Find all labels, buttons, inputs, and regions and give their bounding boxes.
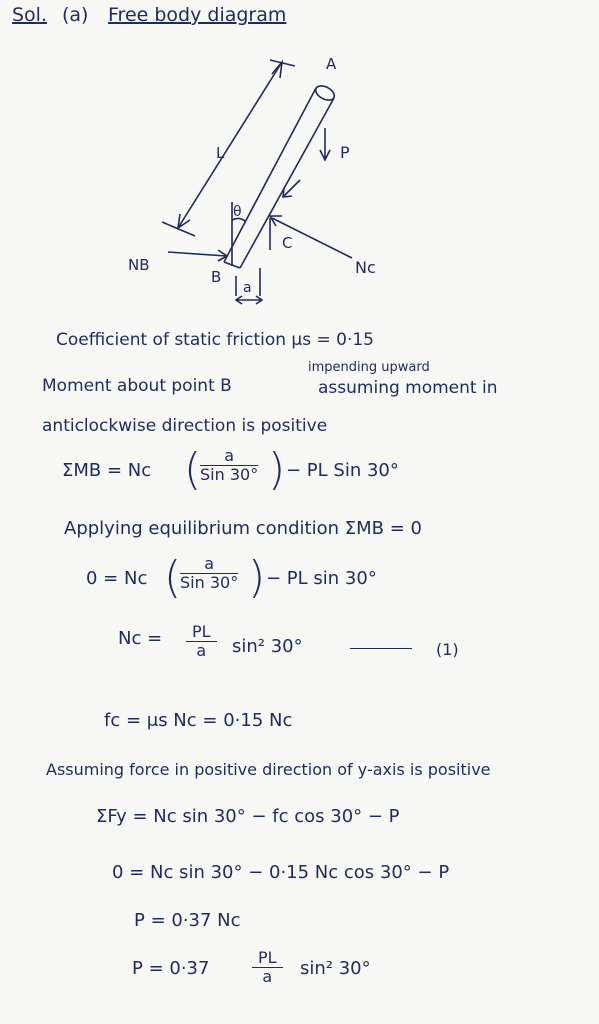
label-p-force: P	[340, 143, 350, 162]
eq3-numerator: PL	[186, 624, 217, 642]
eq8-fraction	[252, 950, 283, 985]
eq1-numerator: a	[200, 448, 258, 466]
moment-line-a: Moment about point B	[42, 376, 232, 396]
length-arrow-bottom	[178, 214, 190, 228]
eq8-numerator: PL	[252, 950, 283, 968]
eq2-lhs: 0 = Nc	[86, 568, 148, 589]
friction-arrow	[284, 180, 300, 196]
eq3-rhs: sin² 30°	[232, 636, 303, 657]
friction-coefficient-line: Coefficient of static friction μs = 0·15	[56, 330, 374, 350]
eq7-p: P = 0·37 Nc	[134, 910, 241, 931]
eq1-fraction	[200, 448, 258, 483]
label-length: L	[216, 144, 225, 162]
sol-label: Sol.	[12, 4, 48, 26]
eq8-rhs: sin² 30°	[300, 958, 371, 979]
eq3-dash	[350, 648, 412, 649]
length-dimension-line	[178, 62, 282, 228]
eq1-lhs: ΣMB = Nc	[62, 460, 152, 481]
eq1-denominator: Sin 30°	[200, 464, 259, 484]
equilibrium-line: Applying equilibrium condition ΣMB = 0	[64, 518, 422, 539]
eq4-friction: fc = μs Nc = 0·15 Nc	[104, 710, 293, 731]
eq3-lhs: Nc =	[118, 628, 163, 649]
label-theta: θ	[233, 204, 242, 220]
label-nb: NB	[128, 256, 150, 274]
impending-note: impending upward	[308, 360, 430, 375]
eq3-tag: (1)	[436, 640, 459, 659]
force-nb-line	[168, 252, 226, 256]
moment-line-b: assuming moment in	[318, 378, 498, 398]
eq1-paren-close: )	[268, 444, 286, 495]
label-a-point: A	[326, 55, 337, 73]
y-axis-assumption-line: Assuming force in positive direction of y-axis is positive	[46, 760, 491, 779]
eq2-paren-close: )	[248, 552, 266, 603]
free-body-diagram	[0, 0, 599, 330]
eq5-sum-fy: ΣFy = Nc sin 30° − fc cos 30° − P	[96, 806, 400, 827]
page-title: Free body diagram	[108, 4, 287, 26]
eq2-paren-open: (	[164, 552, 182, 603]
eq3-denominator: a	[196, 640, 207, 660]
eq1-rhs: − PL Sin 30°	[286, 460, 399, 481]
direction-line: anticlockwise direction is positive	[42, 416, 328, 436]
label-c-point: C	[282, 234, 293, 252]
eq2-fraction	[180, 556, 238, 591]
eq2-rhs: − PL sin 30°	[266, 568, 377, 589]
label-a-dimension: a	[243, 280, 252, 296]
force-nc-arrowhead	[270, 216, 282, 226]
label-nc: Nc	[355, 258, 376, 277]
eq8-lhs: P = 0·37	[132, 958, 210, 979]
eq6-zero: 0 = Nc sin 30° − 0·15 Nc cos 30° − P	[112, 862, 450, 883]
eq2-numerator: a	[180, 556, 238, 574]
eq1-paren-open: (	[184, 444, 202, 495]
eq2-denominator: Sin 30°	[180, 572, 239, 592]
eq3-fraction	[186, 624, 217, 659]
eq8-denominator: a	[262, 966, 273, 986]
label-b-point: B	[211, 268, 222, 286]
part-label: (a)	[62, 4, 89, 26]
